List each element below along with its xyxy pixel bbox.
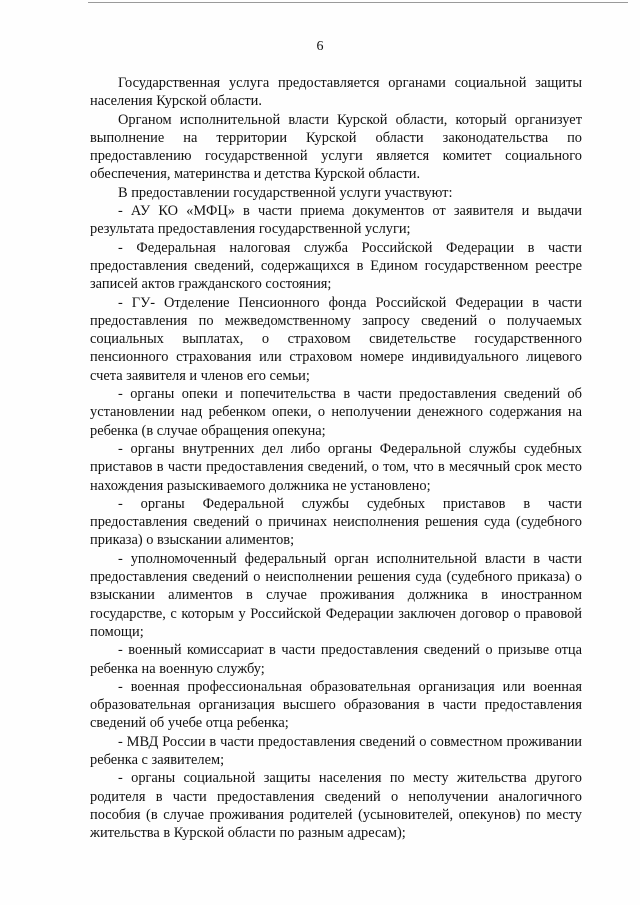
paragraph-executive-body: Органом исполнительной власти Курской области, который организует выполнение на территории Курской области законодательства по предоставлению государственной услуги является комитет социального обеспечения, материнства и детства Курской области. [90,111,582,183]
list-item-federal-authority: - уполномоченный федеральный орган исполнительной власти в части предоставления сведений о неисполнении решения суда (судебного приказа) о взыскании алиментов в случае проживания должника в иностранном государстве, с которым у Российской Федерации заключен договор о правовой помощи; [90,550,582,640]
paragraph-provider: Государственная услуга предоставляется органами социальной защиты населения Курской области. [90,75,582,110]
list-item-bailiffs: - органы Федеральной службы судебных приставов в части предоставления сведений о причинах неисполнения решения суда (судебного приказа) о взыскании алиментов; [90,495,582,549]
top-divider [88,2,628,3]
list-item-mfc: - АУ КО «МФЦ» в части приема документов от заявителя и выдачи результата предоставления государственной услуги; [90,203,582,238]
page-number: 6 [316,39,324,54]
list-item-tax-service: - Федеральная налоговая служба Российской Федерации в части предоставления сведений, содержащихся в Едином государственном реестре записей актов гражданского состояния; [90,239,582,293]
list-item-guardianship: - органы опеки и попечительства в части предоставления сведений об установлении над ребенком опеки, о неполучении денежного содержания на ребенка (в случае обращения опекуна; [90,386,582,439]
list-item-military-commissariat: - военный комиссариат в части предоставления сведений о призыве отца ребенка на военную службу; [90,642,582,677]
paragraph-participants-intro: В предоставлении государственной услуги участвуют: [118,184,453,201]
list-item-military-education: - военная профессиональная образовательная организация или военная образовательная организация высшего образования в части предоставления сведений об учебе отца ребенка; [90,678,582,732]
list-item-social-protection: - органы социальной защиты населения по месту жительства другого родителя в части предоставления сведений о неполучении аналогичного пособия (в случае проживания родителей (усыновителей, опекунов) по месту жительства в Курской области по разным адресам); [90,770,582,842]
list-item-internal-affairs: - органы внутренних дел либо органы Федеральной службы судебных приставов в части предоставления сведений, о том, что в месячный срок место нахождения разыскиваемого должника не установлено; [90,440,582,494]
list-item-pension-fund: - ГУ- Отделение Пенсионного фонда Российской Федерации в части предоставления по межведомственному запросу сведений о получаемых социальных выплатах, о страховом свидетельстве государственного пенсионного страхования или страховом номере индивидуального лицевого счета заявителя и членов его семьи; [90,294,582,384]
list-item-mvd: - МВД России в части предоставления сведений о совместном проживании ребенка с заявителем; [90,733,582,768]
document-body [90,74,582,842]
